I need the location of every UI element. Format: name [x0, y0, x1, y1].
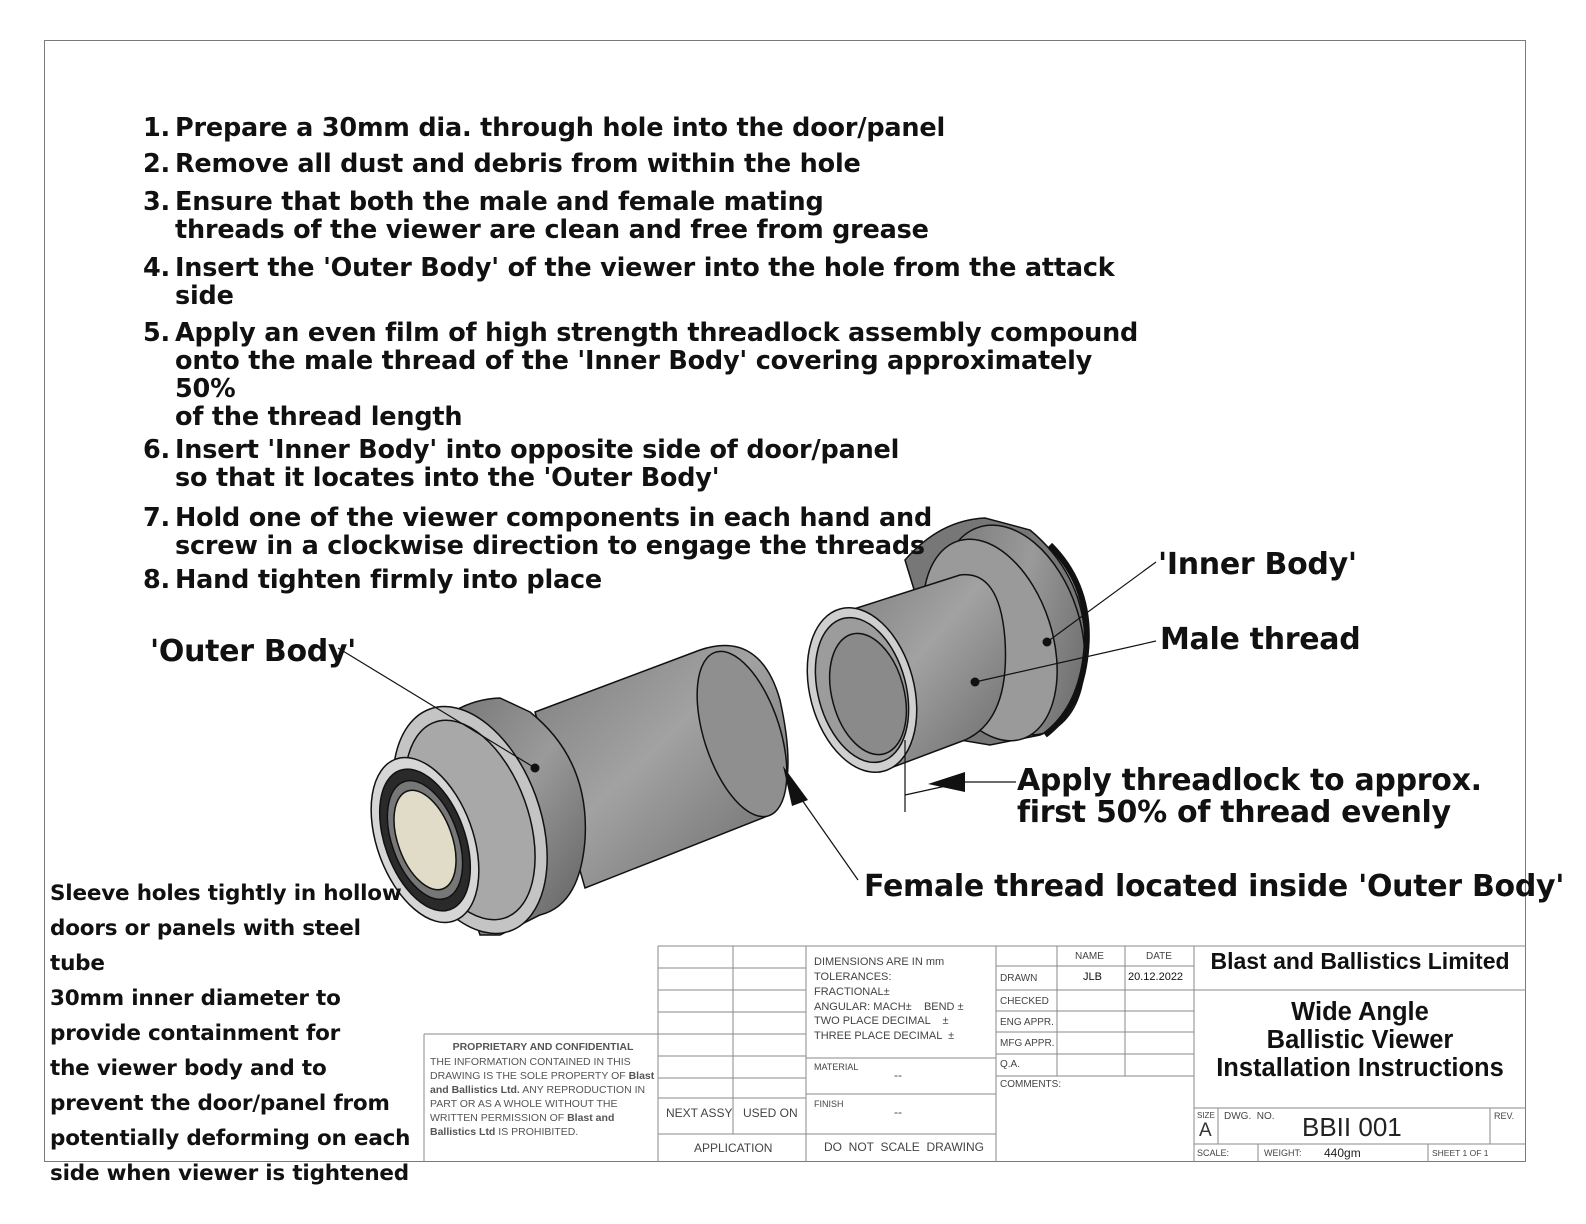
step-7	[143, 504, 1143, 560]
name-header: NAME	[1075, 951, 1104, 962]
size-value: A	[1199, 1120, 1212, 1141]
female-thread-label: Female thread located inside 'Outer Body'	[864, 869, 1565, 904]
step-number: 3.	[143, 187, 171, 217]
mfg-appr-label: MFG APPR.	[1000, 1038, 1055, 1049]
proprietary-text-2: ANY REPRODUCTION IN PART OR AS A WHOLE WITHOUT THE WRITTEN PERMISSION OF	[430, 1084, 646, 1124]
rev-label: REV.	[1494, 1111, 1515, 1121]
drawn-date: 20.12.2022	[1128, 971, 1184, 983]
step-8	[143, 566, 1143, 594]
threadlock-label-line1: Apply threadlock to approx.	[1017, 763, 1482, 798]
tolerances-label: TOLERANCES:	[814, 971, 892, 983]
male-thread-label: Male thread	[1160, 622, 1361, 657]
step-5	[143, 319, 1143, 431]
finish-value: --	[894, 1105, 902, 1119]
proprietary-company-2: Blast and Ballistics Ltd	[430, 1112, 615, 1138]
step-number: 8.	[143, 565, 171, 595]
checked-label: CHECKED	[1000, 996, 1049, 1007]
weight-label: WEIGHT:	[1264, 1148, 1302, 1158]
step-number: 4.	[143, 253, 171, 283]
drawing-title: Wide Angle Ballistic Viewer Installation Instructions	[1216, 998, 1504, 1082]
finish-label: FINISH	[814, 1099, 844, 1109]
do-not-scale-note: DO NOT SCALE DRAWING	[824, 1140, 985, 1154]
next-assy-label: NEXT ASSY	[666, 1106, 733, 1120]
step-text: Remove all dust and debris from within the hole	[175, 149, 861, 179]
step-4	[143, 254, 1143, 310]
proprietary-company-1: Blast and Ballistics Ltd.	[430, 1070, 655, 1096]
proprietary-text-3: IS PROHIBITED.	[495, 1126, 579, 1138]
two-place-tolerance: TWO PLACE DECIMAL ±	[814, 1015, 949, 1027]
threadlock-label-line2: first 50% of thread evenly	[1017, 795, 1451, 830]
dimensions-note: DIMENSIONS ARE IN mm	[814, 956, 945, 968]
dwg-no-value: BBII 001	[1302, 1112, 1402, 1142]
fractional-tolerance: FRACTIONAL±	[814, 986, 890, 998]
drawn-label: DRAWN	[1000, 973, 1038, 984]
material-label: MATERIAL	[814, 1062, 859, 1072]
step-number: 2.	[143, 149, 171, 179]
step-text: Hand tighten firmly into place	[175, 565, 603, 595]
comments-label: COMMENTS:	[1000, 1079, 1062, 1090]
step-2	[143, 150, 1143, 178]
instruction-steps	[143, 114, 1143, 594]
used-on-label: USED ON	[743, 1106, 798, 1120]
size-label: SIZE	[1197, 1111, 1215, 1120]
step-1	[143, 114, 1143, 142]
step-text: Prepare a 30mm dia. through hole into the door/panel	[175, 113, 946, 143]
eng-appr-label: ENG APPR.	[1000, 1017, 1054, 1028]
sheet-label: SHEET 1 OF 1	[1432, 1148, 1489, 1158]
step-number: 1.	[143, 113, 171, 143]
step-text: Insert 'Inner Body' into opposite side of door/panel so that it locates into the 'Outer Body'	[175, 435, 900, 493]
dwg-no-label: DWG. NO.	[1224, 1111, 1275, 1122]
step-number: 5.	[143, 318, 171, 348]
step-text: Insert the 'Outer Body' of the viewer into the hole from the attack side	[175, 253, 1115, 311]
step-number: 7.	[143, 503, 171, 533]
qa-label: Q.A.	[1000, 1059, 1021, 1070]
application-label: APPLICATION	[694, 1141, 773, 1155]
company-name: Blast and Ballistics Limited	[1210, 948, 1510, 974]
step-3	[143, 188, 1143, 244]
step-text: Apply an even film of high strength threadlock assembly compound onto the male thread of the 'Inner Body' covering approximately 50% of the thread length	[175, 318, 1139, 432]
scale-label: SCALE:	[1197, 1148, 1230, 1158]
sleeve-note: Sleeve holes tightly in hollow doors or panels with steel tube 30mm inner diameter to provide containment for the viewer body and to prevent the door/panel from potentially deforming on each side when viewer is tightened	[50, 881, 411, 1186]
weight-value: 440gm	[1324, 1146, 1361, 1160]
drawn-name: JLB	[1083, 971, 1102, 983]
proprietary-heading: PROPRIETARY AND CONFIDENTIAL	[452, 1041, 634, 1053]
date-header: DATE	[1146, 951, 1172, 962]
proprietary-text-1: THE INFORMATION CONTAINED IN THIS DRAWING IS THE SOLE PROPERTY OF	[430, 1056, 631, 1082]
outer-body-label: 'Outer Body'	[150, 634, 357, 669]
proprietary-notice	[430, 1040, 656, 1139]
step-6	[143, 436, 1143, 492]
angular-tolerance: ANGULAR: MACH± BEND ±	[814, 1001, 964, 1013]
material-value: --	[894, 1068, 902, 1082]
step-text: Ensure that both the male and female mating threads of the viewer are clean and free from grease	[175, 187, 929, 245]
inner-body-label: 'Inner Body'	[1158, 547, 1357, 582]
step-number: 6.	[143, 435, 171, 465]
three-place-tolerance: THREE PLACE DECIMAL ±	[814, 1030, 955, 1042]
step-text: Hold one of the viewer components in each hand and screw in a clockwise direction to engage the threads	[175, 503, 933, 561]
